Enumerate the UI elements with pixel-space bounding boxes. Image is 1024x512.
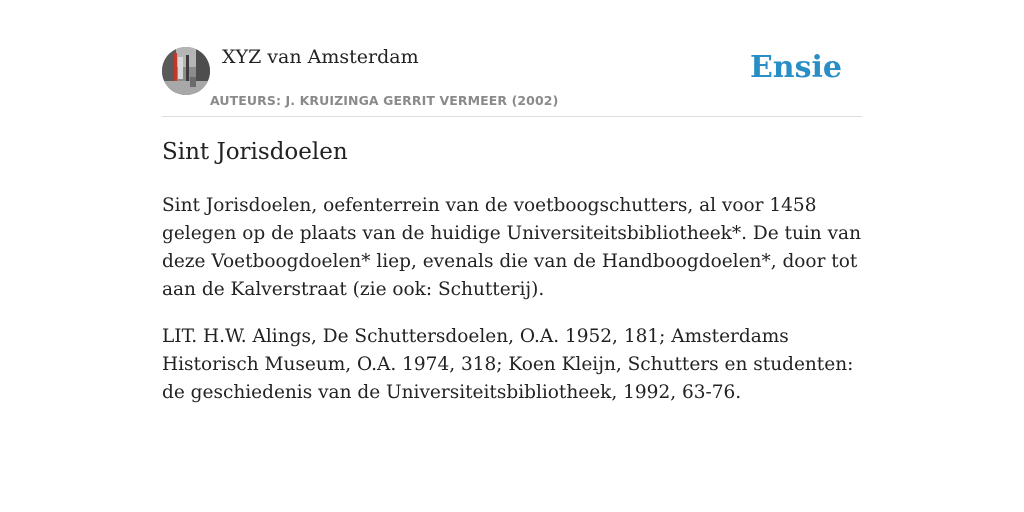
book-cover-avatar[interactable] [162,47,210,95]
page-container [162,0,862,403]
street-photo-icon [162,47,210,95]
book-header [162,0,862,117]
ensie-logo[interactable]: Ensie [749,50,842,85]
book-title[interactable]: XYZ van Amsterdam [222,46,419,68]
entry-paragraph: Sint Jorisdoelen, oefenterrein van de voetboogschutters, al voor 1458 gelegen op de plaats van de huidige Universiteitsbibliotheek*. De tuin van deze Voetboogdoelen* liep, evenals die van de Handboogdoelen*, door tot aan de Kalverstraat (zie ook: Schutterij). [162,195,861,300]
literature-paragraph: LIT. H.W. Alings, De Schuttersdoelen, O.A. 1952, 181; Amsterdams Historisch Museum, O.A. 1974, 318; Koen Kleijn, Schutters en studenten: de geschiedenis van de Universiteitsbibliotheek, 1992, 63-76. [162,326,854,403]
entry-title: Sint Jorisdoelen [162,139,348,165]
authors-line: AUTEURS: J. KRUIZINGA GERRIT VERMEER (2002) [210,93,559,108]
